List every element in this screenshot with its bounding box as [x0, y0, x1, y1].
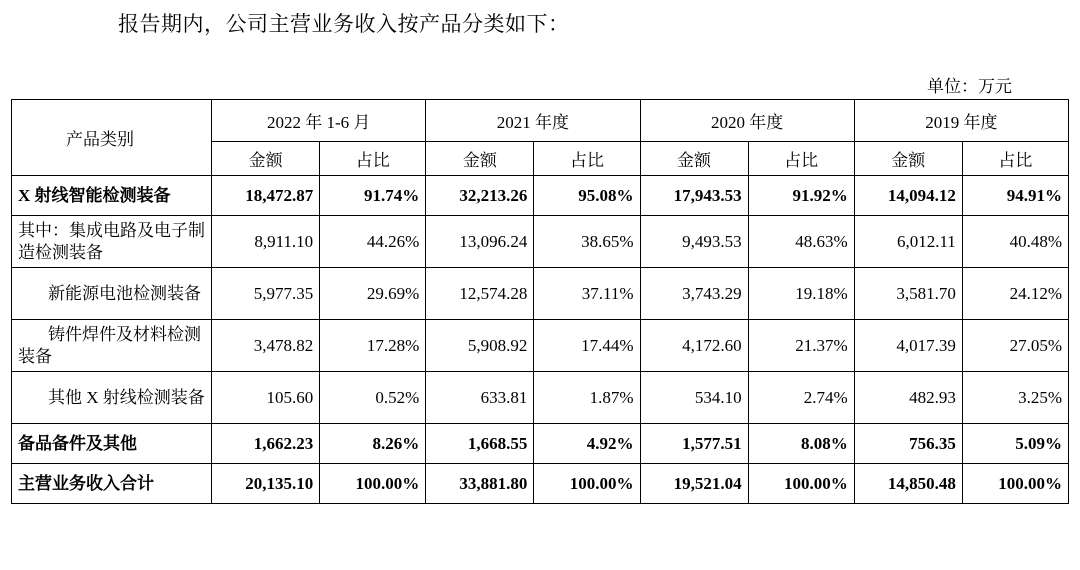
column-header-amount-0: 金额 — [212, 142, 320, 176]
cell-ratio: 44.26% — [320, 216, 426, 268]
cell-amount: 13,096.24 — [426, 216, 534, 268]
cell-ratio: 27.05% — [962, 320, 1068, 372]
cell-amount: 6,012.11 — [854, 216, 962, 268]
cell-amount: 105.60 — [212, 372, 320, 424]
table-body — [12, 176, 1069, 504]
cell-ratio: 91.74% — [320, 176, 426, 216]
table-row — [12, 372, 1069, 424]
table-row — [12, 320, 1069, 372]
table-header — [12, 100, 1069, 176]
cell-amount: 8,911.10 — [212, 216, 320, 268]
row-label: X 射线智能检测装备 — [12, 176, 212, 216]
cell-amount: 4,017.39 — [854, 320, 962, 372]
cell-amount: 19,521.04 — [640, 464, 748, 504]
column-header-ratio-0: 占比 — [320, 142, 426, 176]
cell-ratio: 100.00% — [534, 464, 640, 504]
cell-amount: 1,577.51 — [640, 424, 748, 464]
cell-amount: 5,977.35 — [212, 268, 320, 320]
column-header-ratio-2: 占比 — [748, 142, 854, 176]
cell-ratio: 17.44% — [534, 320, 640, 372]
row-label: 新能源电池检测装备 — [12, 268, 212, 320]
table-row — [12, 424, 1069, 464]
intro-paragraph: 报告期内，公司主营业务收入按产品分类如下： — [118, 12, 570, 36]
column-header-category: 产品类别 — [12, 100, 212, 176]
cell-ratio: 37.11% — [534, 268, 640, 320]
cell-amount: 3,743.29 — [640, 268, 748, 320]
row-label: 其中：集成电路及电子制造检测装备 — [12, 216, 212, 268]
cell-ratio: 24.12% — [962, 268, 1068, 320]
cell-amount: 633.81 — [426, 372, 534, 424]
cell-amount: 14,850.48 — [854, 464, 962, 504]
cell-ratio: 8.26% — [320, 424, 426, 464]
cell-amount: 756.35 — [854, 424, 962, 464]
cell-ratio: 95.08% — [534, 176, 640, 216]
table-header-row-years — [12, 100, 1069, 142]
cell-amount: 18,472.87 — [212, 176, 320, 216]
row-label: 备品备件及其他 — [12, 424, 212, 464]
cell-ratio: 40.48% — [962, 216, 1068, 268]
cell-ratio: 100.00% — [962, 464, 1068, 504]
cell-ratio: 3.25% — [962, 372, 1068, 424]
table-row-total — [12, 464, 1069, 504]
cell-ratio: 100.00% — [320, 464, 426, 504]
row-label: 铸件焊件及材料检测装备 — [12, 320, 212, 372]
cell-amount: 20,135.10 — [212, 464, 320, 504]
cell-amount: 534.10 — [640, 372, 748, 424]
cell-ratio: 100.00% — [748, 464, 854, 504]
cell-ratio: 38.65% — [534, 216, 640, 268]
revenue-by-product-table — [11, 99, 1069, 504]
cell-amount: 3,478.82 — [212, 320, 320, 372]
column-header-ratio-1: 占比 — [534, 142, 640, 176]
table-row — [12, 176, 1069, 216]
cell-amount: 4,172.60 — [640, 320, 748, 372]
column-header-period-2: 2020 年度 — [640, 100, 854, 142]
cell-amount: 1,662.23 — [212, 424, 320, 464]
cell-ratio: 5.09% — [962, 424, 1068, 464]
column-header-amount-3: 金额 — [854, 142, 962, 176]
table-row — [12, 216, 1069, 268]
column-header-ratio-3: 占比 — [962, 142, 1068, 176]
cell-ratio: 94.91% — [962, 176, 1068, 216]
cell-amount: 14,094.12 — [854, 176, 962, 216]
row-label: 主营业务收入合计 — [12, 464, 212, 504]
cell-ratio: 91.92% — [748, 176, 854, 216]
unit-note: 单位：万元 — [927, 77, 1012, 96]
row-label: 其他 X 射线检测装备 — [12, 372, 212, 424]
cell-ratio: 4.92% — [534, 424, 640, 464]
cell-ratio: 29.69% — [320, 268, 426, 320]
cell-amount: 3,581.70 — [854, 268, 962, 320]
cell-ratio: 19.18% — [748, 268, 854, 320]
cell-amount: 482.93 — [854, 372, 962, 424]
cell-amount: 12,574.28 — [426, 268, 534, 320]
cell-amount: 5,908.92 — [426, 320, 534, 372]
column-header-amount-1: 金额 — [426, 142, 534, 176]
cell-ratio: 17.28% — [320, 320, 426, 372]
table-row — [12, 268, 1069, 320]
column-header-period-1: 2021 年度 — [426, 100, 640, 142]
cell-amount: 17,943.53 — [640, 176, 748, 216]
cell-amount: 32,213.26 — [426, 176, 534, 216]
cell-amount: 9,493.53 — [640, 216, 748, 268]
cell-ratio: 0.52% — [320, 372, 426, 424]
column-header-amount-2: 金额 — [640, 142, 748, 176]
column-header-period-3: 2019 年度 — [854, 100, 1068, 142]
cell-amount: 33,881.80 — [426, 464, 534, 504]
cell-ratio: 48.63% — [748, 216, 854, 268]
cell-ratio: 8.08% — [748, 424, 854, 464]
cell-ratio: 1.87% — [534, 372, 640, 424]
cell-ratio: 21.37% — [748, 320, 854, 372]
cell-amount: 1,668.55 — [426, 424, 534, 464]
cell-ratio: 2.74% — [748, 372, 854, 424]
column-header-period-0: 2022 年 1-6 月 — [212, 100, 426, 142]
